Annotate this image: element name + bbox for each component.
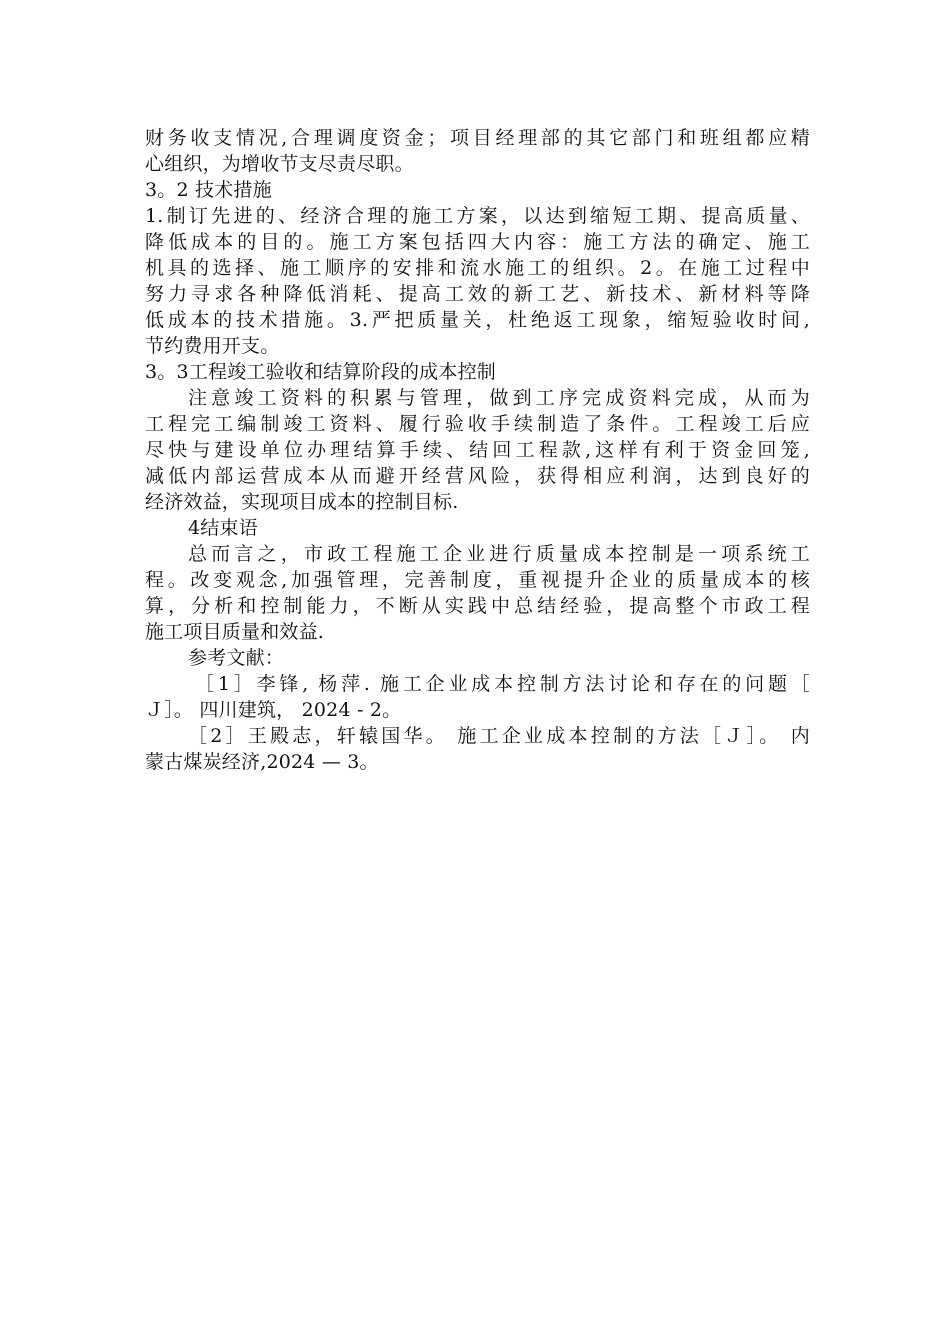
paragraph-line: 施工项目质量和效益. <box>145 621 325 643</box>
paragraph-line: 经济效益，实现项目成本的控制目标. <box>145 491 459 513</box>
paragraph-line: 低成本的技术措施。3.严把质量关，杜绝返工现象，缩短验收时间, <box>145 309 810 331</box>
paragraph-line: 注意竣工资料的积累与管理，做到工序完成资料完成，从而为 <box>188 387 810 409</box>
reference-line: ［1］李锋, 杨萍. 施工企业成本控制方法讨论和存在的问题［ <box>195 673 810 695</box>
section-heading: 3。2 技术措施 <box>145 179 272 201</box>
paragraph-line: 努力寻求各种降低消耗、提高工效的新工艺、新技术、新材料等降 <box>145 283 810 305</box>
paragraph-line: 机具的选择、施工顺序的安排和流水施工的组织。2。在施工过程中 <box>145 257 810 279</box>
paragraph-line: 财务收支情况,合理调度资金；项目经理部的其它部门和班组都应精 <box>145 127 810 149</box>
section-heading: 4结束语 <box>188 517 258 539</box>
paragraph-line: 1.制订先进的、经济合理的施工方案，以达到缩短工期、提高质量、 <box>145 205 810 227</box>
reference-line: ［2］王殿志，轩辕国华。 施工企业成本控制的方法［Ｊ］。 内 <box>188 725 810 747</box>
document-body <box>145 125 810 775</box>
references-heading: 参考文献： <box>188 647 285 669</box>
paragraph-line: 程。改变观念,加强管理，完善制度，重视提升企业的质量成本的核 <box>145 569 810 591</box>
paragraph-line: 工程完工编制竣工资料、履行验收手续制造了条件。工程竣工后应 <box>145 413 810 435</box>
paragraph-line: 减低内部运营成本从而避开经营风险，获得相应利润，达到良好的 <box>145 465 810 487</box>
paragraph-line: 节约费用开支。 <box>145 335 280 357</box>
paragraph-line: 算，分析和控制能力，不断从实践中总结经验，提高整个市政工程 <box>145 595 810 617</box>
paragraph-line: 降低成本的目的。施工方案包括四大内容：施工方法的确定、施工 <box>145 231 810 253</box>
reference-line: Ｊ］。 四川建筑， 2024 - 2。 <box>145 699 402 721</box>
paragraph-line: 总而言之，市政工程施工企业进行质量成本控制是一项系统工 <box>188 543 810 565</box>
paragraph-line: 心组织，为增收节支尽责尽职。 <box>145 153 414 175</box>
reference-line: 蒙古煤炭经济,2024 — 3。 <box>145 751 379 773</box>
paragraph-line: 尽快与建设单位办理结算手续、结回工程款,这样有利于资金回笼, <box>145 439 810 461</box>
section-heading: 3。3工程竣工验收和结算阶段的成本控制 <box>145 361 496 383</box>
